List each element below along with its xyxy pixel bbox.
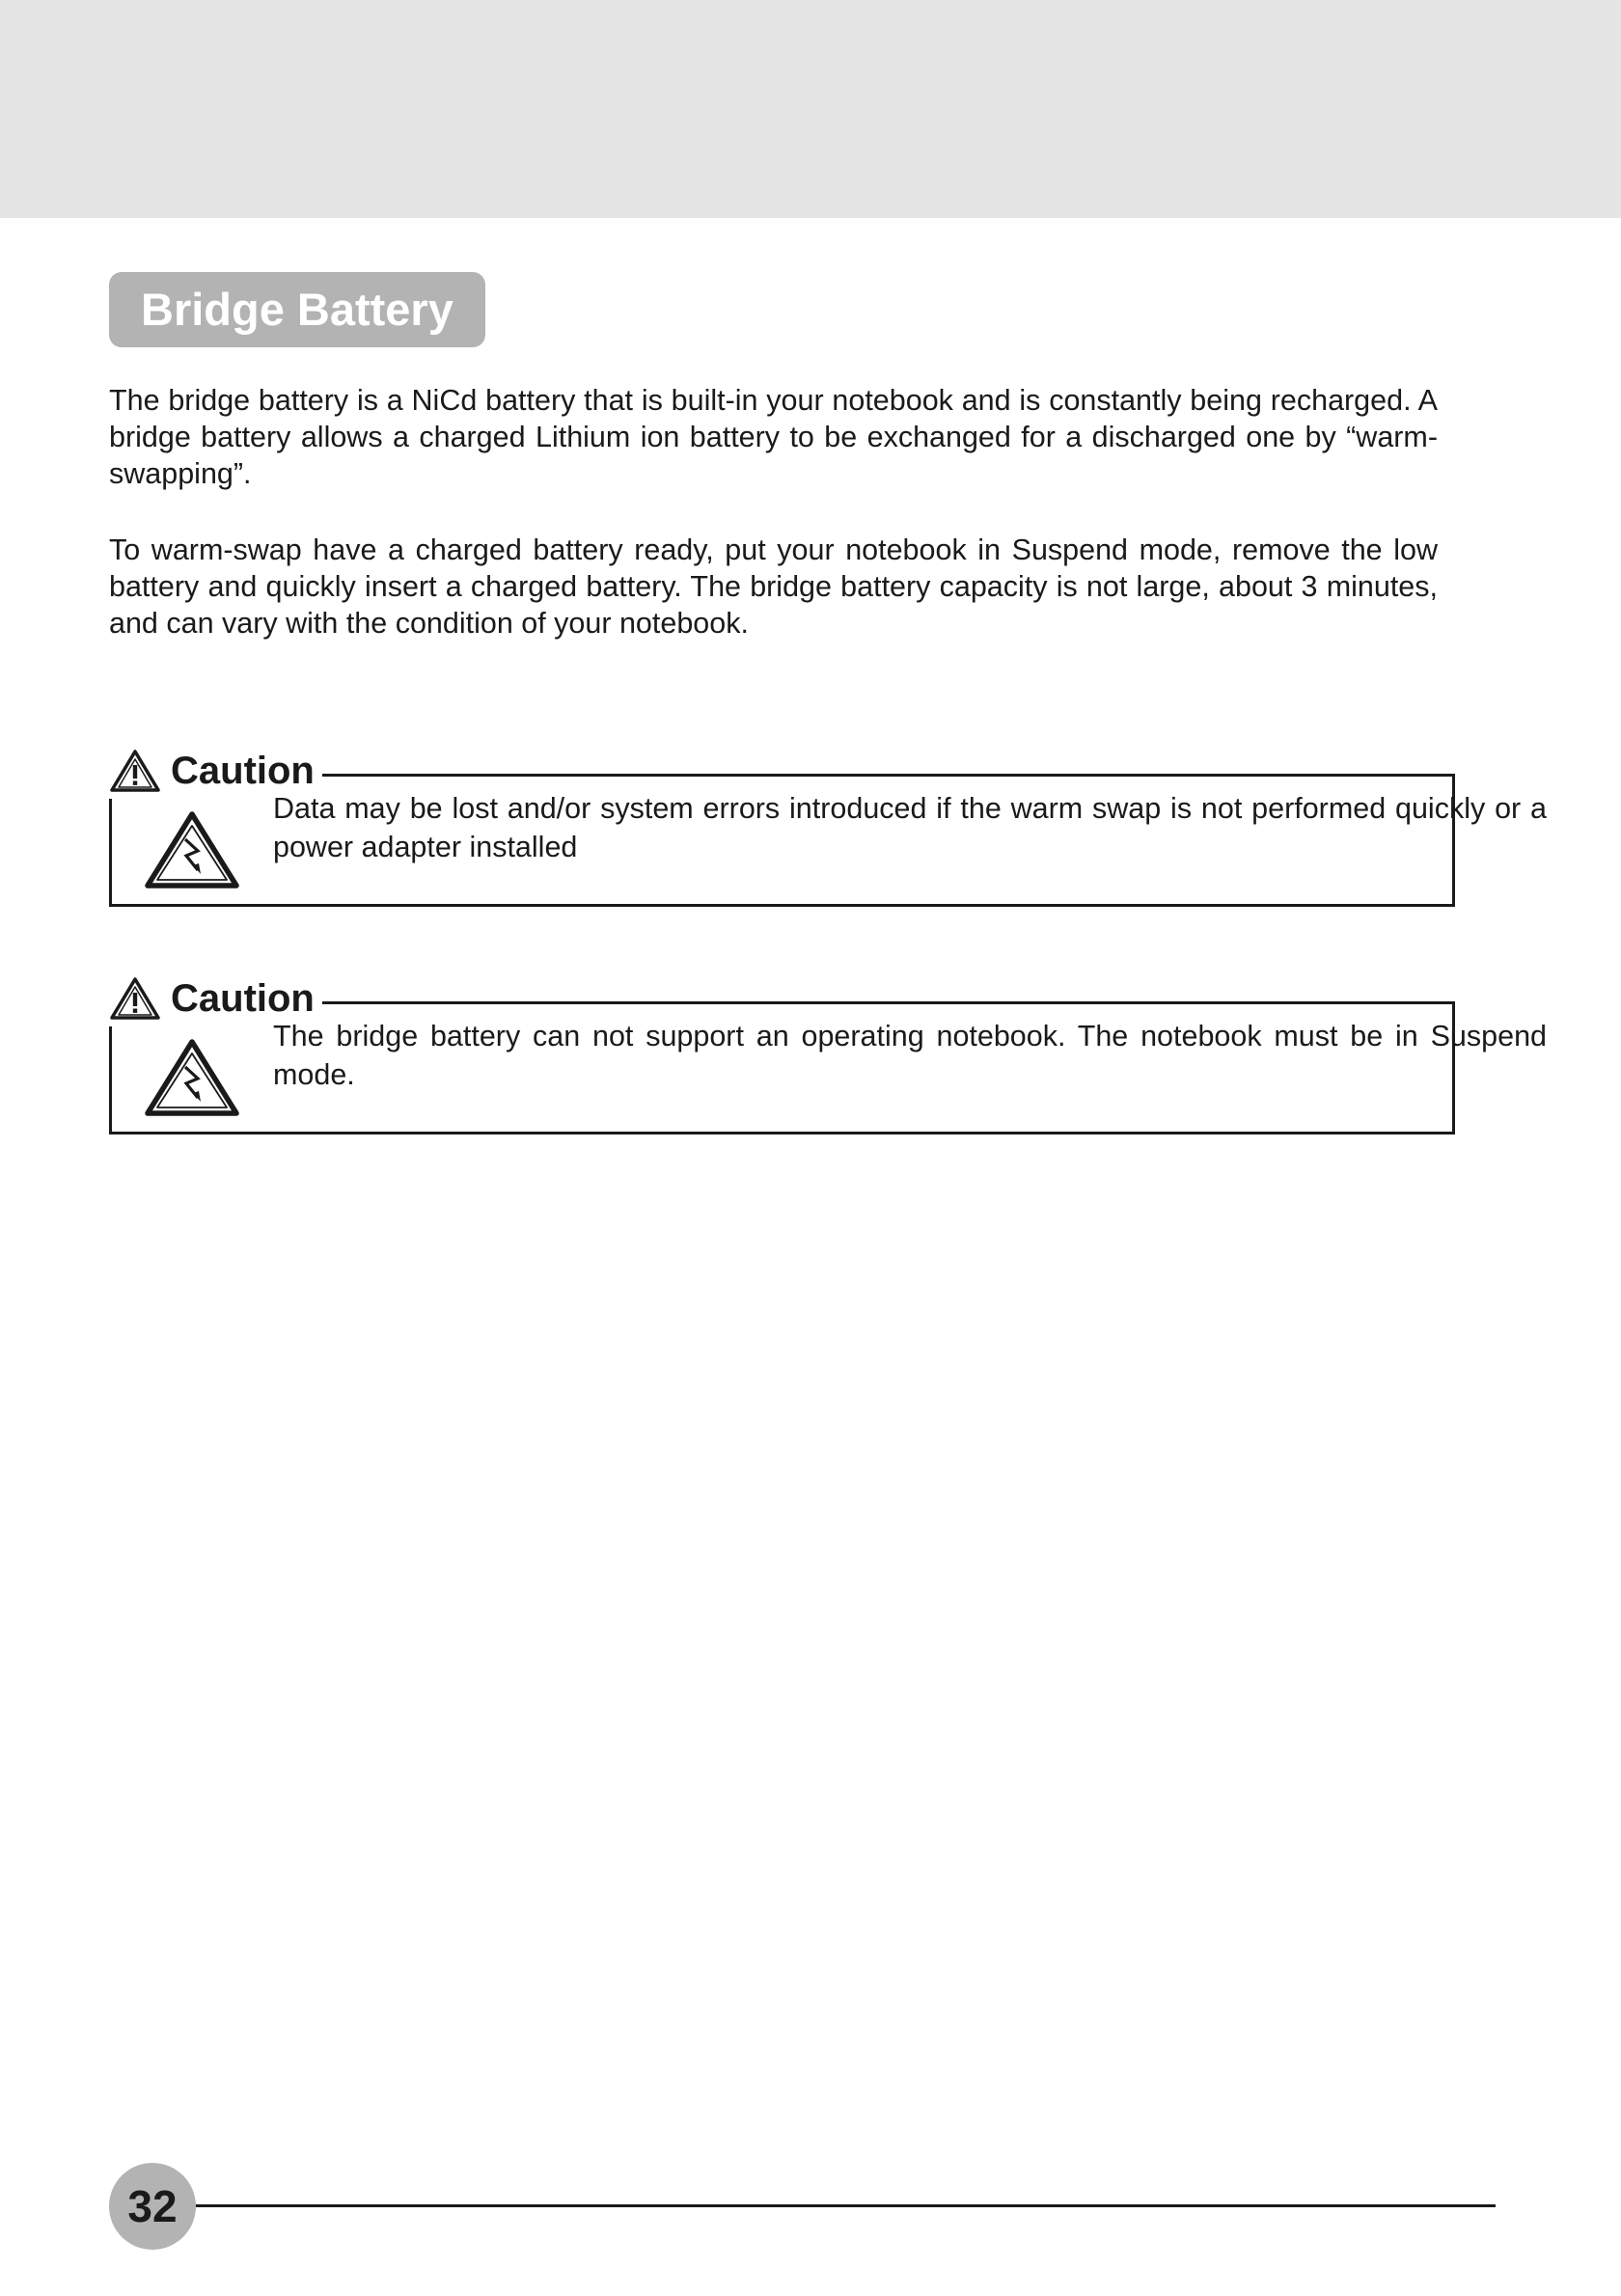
page-number: 32 <box>127 2181 178 2231</box>
caution-text: The bridge battery can not support an operating notebook. The notebook must be in Suspend mode. <box>273 1020 1547 1091</box>
warning-triangle-icon <box>109 749 161 793</box>
paragraph-2: To warm-swap have a charged battery ready, put your notebook in Suspend mode, remove the low battery and quickly insert a charged battery. The bridge battery capacity is not large, about 3 minutes, and can vary with the condition of your notebook. <box>109 533 1438 640</box>
paragraph-1: The bridge battery is a NiCd battery that is built-in your notebook and is constantly being recharged. A bridge battery allows a charged Lithium ion battery to be exchanged for a discharged one by “warm-swapping”. <box>109 384 1438 490</box>
caution-title: Caution <box>171 750 315 792</box>
page-number-badge <box>109 2163 196 2250</box>
caution-box-2 <box>109 970 1547 1150</box>
caution-text: Data may be lost and/or system errors introduced if the warm swap is not performed quickly or a power adapter installed <box>273 792 1547 863</box>
high-voltage-warning-icon <box>144 1038 240 1117</box>
caution-title: Caution <box>171 977 315 1020</box>
footer-rule <box>196 2204 1496 2207</box>
high-voltage-warning-icon <box>144 810 240 889</box>
top-band <box>0 0 1621 218</box>
caution-box-1 <box>109 743 1547 922</box>
section-heading: Bridge Battery <box>109 272 485 347</box>
warning-triangle-icon <box>109 976 161 1021</box>
